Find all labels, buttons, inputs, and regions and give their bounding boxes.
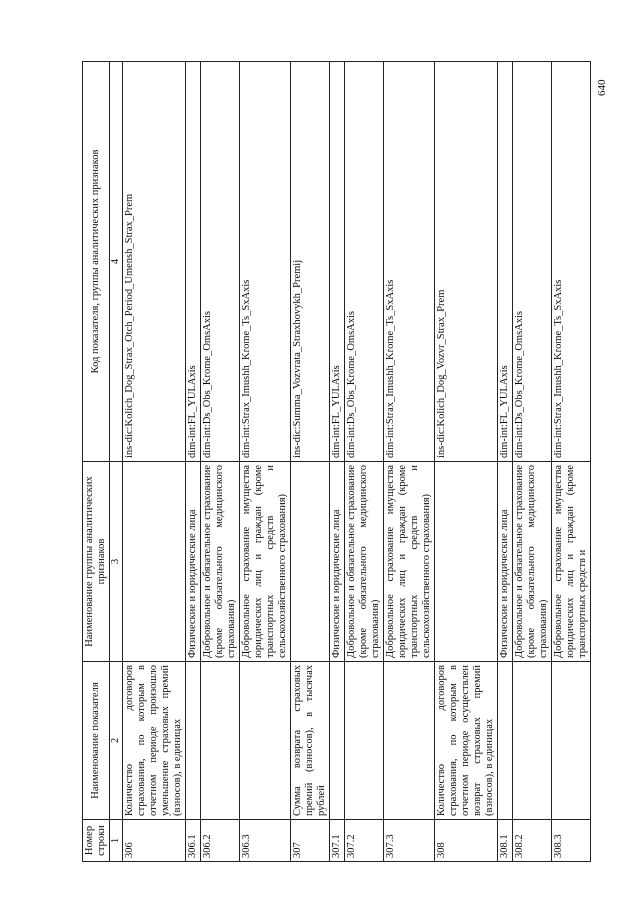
group-name: Физические и юридические лица [498,462,513,662]
group-name [435,462,498,662]
indicator-name [201,662,240,820]
indicator-code: ins-dic:Kolich_Dog_Vozvr_Strax_Prem [435,62,498,462]
indicator-name [240,662,291,820]
indicator-code: dim-int:Strax_Imushh_Krome_Ts_SxAxis [552,62,591,462]
row-number: 308.1 [498,820,513,862]
group-name: Физические и юридические лица [186,462,201,662]
group-name: Добровольное страхование имущества юридических лиц и граждан (кроме транспортных средств и сельскохозяйственного страхования) [384,462,435,662]
group-name: Добровольное и обязательное страхование (кроме обязательного медицинского страхования) [345,462,384,662]
row-number: 306.3 [240,820,291,862]
group-name: Добровольное страхование имущества юридических лиц и граждан (кроме транспортных средств и сельскохозяйственного страхования) [240,462,291,662]
indicator-name [498,662,513,820]
indicator-name [186,662,201,820]
indicator-code: ins-dic:Summa_Vozvrata_Straxhovykh_Premij [291,62,330,462]
table-row [123,62,186,862]
table-row [186,62,201,862]
group-name [123,462,186,662]
header-code: Код показателя, группы аналитических признаков [83,62,110,462]
indicator-name [345,662,384,820]
row-number: 308.2 [513,820,552,862]
row-number: 306 [123,820,186,862]
indicator-code: dim-int:Strax_Imushh_Krome_Ts_SxAxis [384,62,435,462]
indicator-name [330,662,345,820]
indicator-code: dim-int:FL_YULAxis [330,62,345,462]
indicator-name [513,662,552,820]
group-name: Добровольное страхование имущества юридических лиц и граждан (кроме транспортных средств и [552,462,591,662]
table-row [201,62,240,862]
indicator-name [384,662,435,820]
table-row [291,62,330,862]
indicator-code: ins-dic:Kolich_Dog_Strax_Otch_Period_Umensh_Strax_Prem [123,62,186,462]
table-row [513,62,552,862]
group-name: Добровольное и обязательное страхование (кроме обязательного медицинского страхования) [201,462,240,662]
table-row [552,62,591,862]
header-row [83,62,110,862]
row-number: 306.1 [186,820,201,862]
indicator-name: Сумма возврата страховых премий (взносов), в тысячах рублей [291,662,330,820]
header-group-name: Наименование группы аналитических признаков [83,462,110,662]
indicator-name [552,662,591,820]
indicator-name: Количество договоров страхования, по которым в отчетном периоде произошло уменьшение страховых премий (взносов), в единицах [123,662,186,820]
group-name: Физические и юридические лица [330,462,345,662]
indicator-code: dim-int:Ds_Obs_Krome_OmsAxis [513,62,552,462]
row-number: 306.2 [201,820,240,862]
indicator-code: dim-int:FL_YULAxis [498,62,513,462]
header-indicator-name: Наименование показателя [83,662,110,820]
rotated-table-wrapper [82,62,588,862]
table-row [384,62,435,862]
row-number: 308.3 [552,820,591,862]
column-index-row [110,62,123,862]
table-row [498,62,513,862]
table-row [240,62,291,862]
page-number: 640 [596,79,608,96]
row-number: 307.1 [330,820,345,862]
indicator-code: dim-int:FL_YULAxis [186,62,201,462]
table-row [345,62,384,862]
table-row [330,62,345,862]
column-index: 4 [110,62,123,462]
table-row [435,62,498,862]
indicator-code: dim-int:Strax_Imushh_Krome_Ts_SxAxis [240,62,291,462]
column-index: 3 [110,462,123,662]
row-number: 308 [435,820,498,862]
indicator-code: dim-int:Ds_Obs_Krome_OmsAxis [201,62,240,462]
indicator-code: dim-int:Ds_Obs_Krome_OmsAxis [345,62,384,462]
group-name: Добровольное и обязательное страхование (кроме обязательного медицинского страхования) [513,462,552,662]
column-index: 2 [110,662,123,820]
column-index: 1 [110,820,123,862]
indicator-name: Количество договоров страхования, по которым в отчетном периоде осуществлен возврат страховых премий (взносов), в единицах [435,662,498,820]
row-number: 307.2 [345,820,384,862]
row-number: 307.3 [384,820,435,862]
header-row-number: Номер строки [83,820,110,862]
group-name [291,462,330,662]
indicator-table [82,61,591,862]
row-number: 307 [291,820,330,862]
